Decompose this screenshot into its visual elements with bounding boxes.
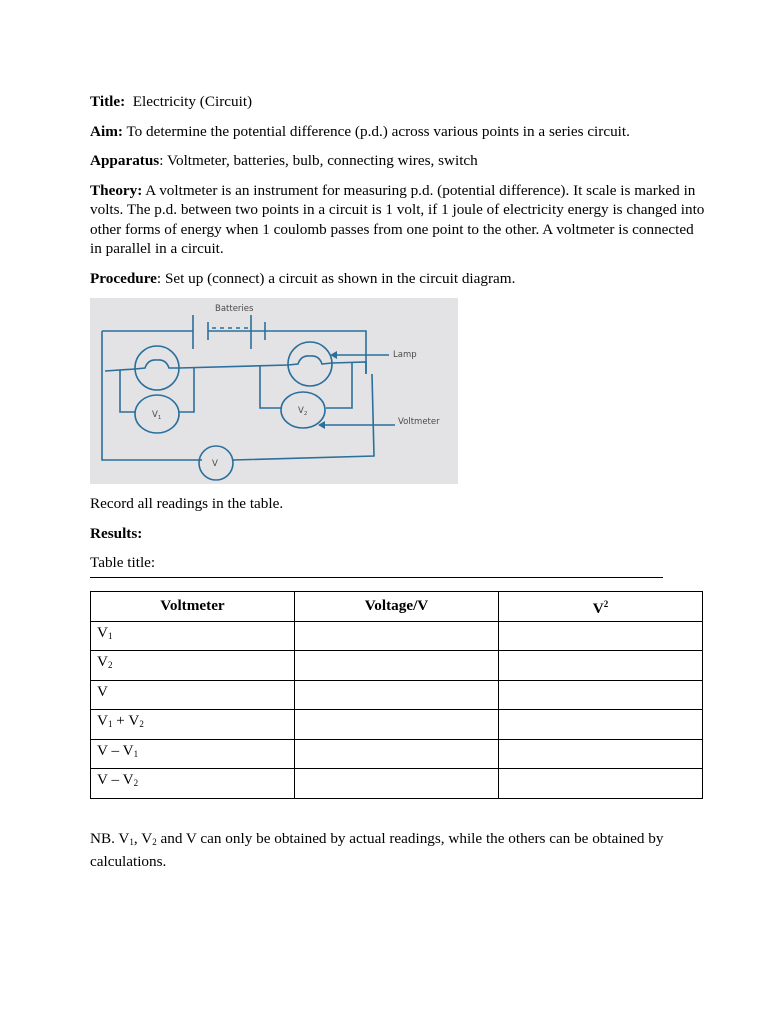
row-v-minus-v1-voltage-cell[interactable] xyxy=(295,739,499,769)
results-heading xyxy=(90,524,705,544)
row-v1-plus-v2-squared-cell[interactable] xyxy=(499,710,703,740)
results-table xyxy=(90,591,703,799)
batteries-label: Batteries xyxy=(215,304,254,314)
row-v-minus-v1-label: V – $V_1$ xyxy=(91,739,295,769)
table-row xyxy=(91,651,703,681)
row-v1-plus-v2-voltage-cell[interactable] xyxy=(295,710,499,740)
row-v2-voltage-cell[interactable] xyxy=(295,651,499,681)
row-v-squared-cell[interactable] xyxy=(499,680,703,710)
row-v-voltage-cell[interactable] xyxy=(295,680,499,710)
header-voltmeter: Voltmeter xyxy=(91,591,295,621)
table-title-label: Table title: xyxy=(90,554,156,571)
v1-label: $V_1$ xyxy=(152,410,162,421)
table-row xyxy=(91,710,703,740)
procedure-label: Procedure xyxy=(90,269,157,287)
apparatus-text: : Voltmeter, batteries, bulb, connecting wires, switch xyxy=(159,152,478,169)
row-v1-plus-v2-label: $V_1 + V_2$ xyxy=(91,710,295,740)
row-v1-squared-cell[interactable] xyxy=(499,621,703,651)
title-label: Title: xyxy=(90,93,126,110)
row-v2-squared-cell[interactable] xyxy=(499,651,703,681)
theory-text: A voltmeter is an instrument for measuring p.d. (potential difference). It scale is marked in volts. The p.d. between two points in a circuit is 1 volt, if 1 joule of electricity energy is changed into other forms of energy when 1 coulomb passes from one point to the other. A voltmeter is connected in parallel in a circuit. xyxy=(90,181,705,257)
voltmeter-label: Voltmeter xyxy=(398,417,440,427)
row-v1-label: $V_1$ xyxy=(91,621,295,651)
aim-label: Aim: xyxy=(90,122,123,140)
diagram-background xyxy=(90,298,458,484)
table-row xyxy=(91,680,703,710)
aim-text: To determine the potential difference (p.d.) across various points in a series circuit. xyxy=(126,122,630,140)
aim-line xyxy=(90,122,705,142)
results-label: Results: xyxy=(90,524,143,542)
row-v1-voltage-cell[interactable] xyxy=(295,621,499,651)
table-header-row xyxy=(91,591,703,621)
procedure-line xyxy=(90,269,705,289)
header-v-squared: $V^2$ xyxy=(499,591,703,621)
worksheet xyxy=(90,92,705,882)
theory-label: Theory: xyxy=(90,181,143,199)
procedure-text: : Set up (connect) a circuit as shown in the circuit diagram. xyxy=(156,269,516,287)
row-v-minus-v2-squared-cell[interactable] xyxy=(499,769,703,799)
lamp-label: Lamp xyxy=(393,350,417,360)
header-voltage: Voltage/V xyxy=(295,591,499,621)
table-row xyxy=(91,621,703,651)
apparatus-label: Apparatus xyxy=(90,152,160,169)
row-v-minus-v1-squared-cell[interactable] xyxy=(499,739,703,769)
apparatus-line xyxy=(90,151,705,171)
v-label: V xyxy=(212,459,218,469)
title-text: Electricity (Circuit) xyxy=(132,93,253,110)
circuit-diagram xyxy=(90,298,458,484)
row-v2-label: $V_2$ xyxy=(91,651,295,681)
row-v-minus-v2-voltage-cell[interactable] xyxy=(295,769,499,799)
title-line xyxy=(90,92,705,112)
record-text: Record all readings in the table. xyxy=(90,495,284,512)
theory-paragraph xyxy=(90,181,705,259)
nb-note: NB. $V_1$, $V_2$ and V can only be obtained by actual readings, while the others can be obtained by calculations. xyxy=(90,829,664,870)
table-row xyxy=(91,769,703,799)
v2-label: $V_2$ xyxy=(298,406,308,417)
row-v-minus-v2-label: V – $V_2$ xyxy=(91,769,295,799)
table-row xyxy=(91,739,703,769)
table-title-rule xyxy=(90,577,663,578)
row-v-label: V xyxy=(91,680,295,710)
